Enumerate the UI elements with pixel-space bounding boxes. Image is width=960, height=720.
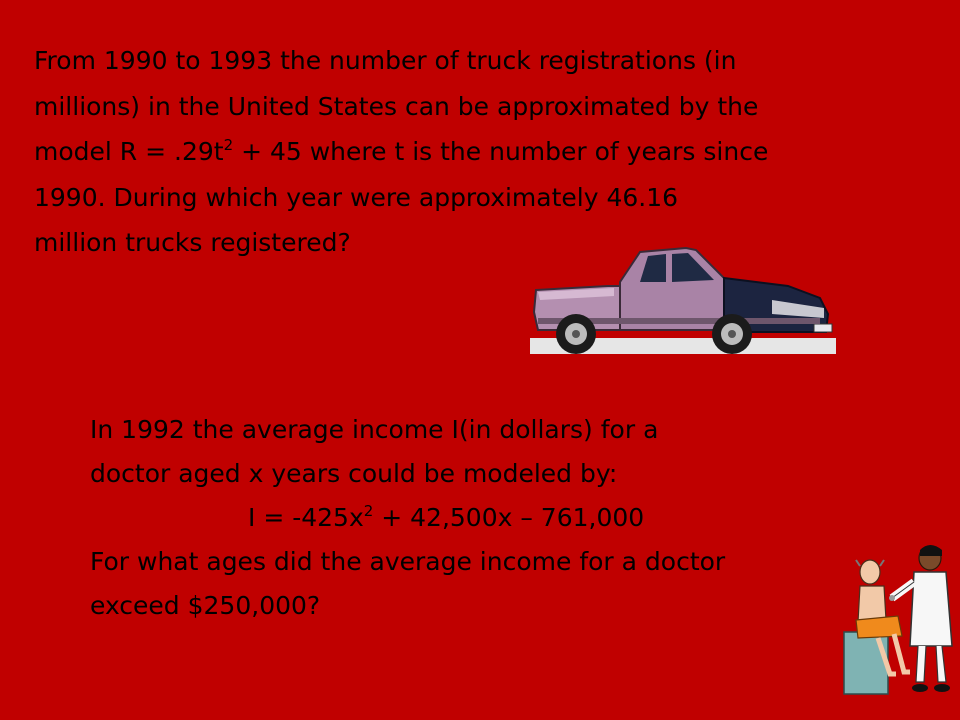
- doctor-income-problem-text: [90, 408, 880, 628]
- problem1-formula-end: + 45 where t is the number of years since: [233, 137, 769, 166]
- truck-problem-text: [34, 38, 914, 266]
- problem1-line: millions) in the United States can be approximated by the: [34, 91, 759, 121]
- truck-bumper: [814, 324, 832, 332]
- doctor-patient-image: [838, 542, 960, 698]
- problem1-line: 1990. During which year were approximately 46.16: [34, 182, 679, 212]
- income-equation: [90, 496, 880, 540]
- problem2-line: exceed $250,000?: [90, 591, 321, 620]
- problem1-line: million trucks registered?: [34, 228, 351, 257]
- equation-end: + 42,500x – 761,000: [373, 503, 645, 532]
- problem1-line: From 1990 to 1993 the number of truck registrations (in: [34, 46, 737, 75]
- pickup-truck-image: [528, 242, 840, 360]
- exponent: 2: [223, 136, 234, 154]
- front-wheel: [712, 314, 752, 354]
- problem2-line: In 1992 the average income I(in dollars) for a: [90, 415, 659, 444]
- problem2-line: doctor aged x years could be modeled by:: [90, 459, 618, 488]
- exponent: 2: [363, 502, 374, 520]
- problem2-line: For what ages did the average income for a doctor: [90, 547, 726, 576]
- equation-start: I = -425x: [248, 503, 364, 532]
- rear-wheel: [556, 314, 596, 354]
- problem1-line: [34, 129, 914, 175]
- problem1-formula-start: model R = .29t: [34, 137, 224, 166]
